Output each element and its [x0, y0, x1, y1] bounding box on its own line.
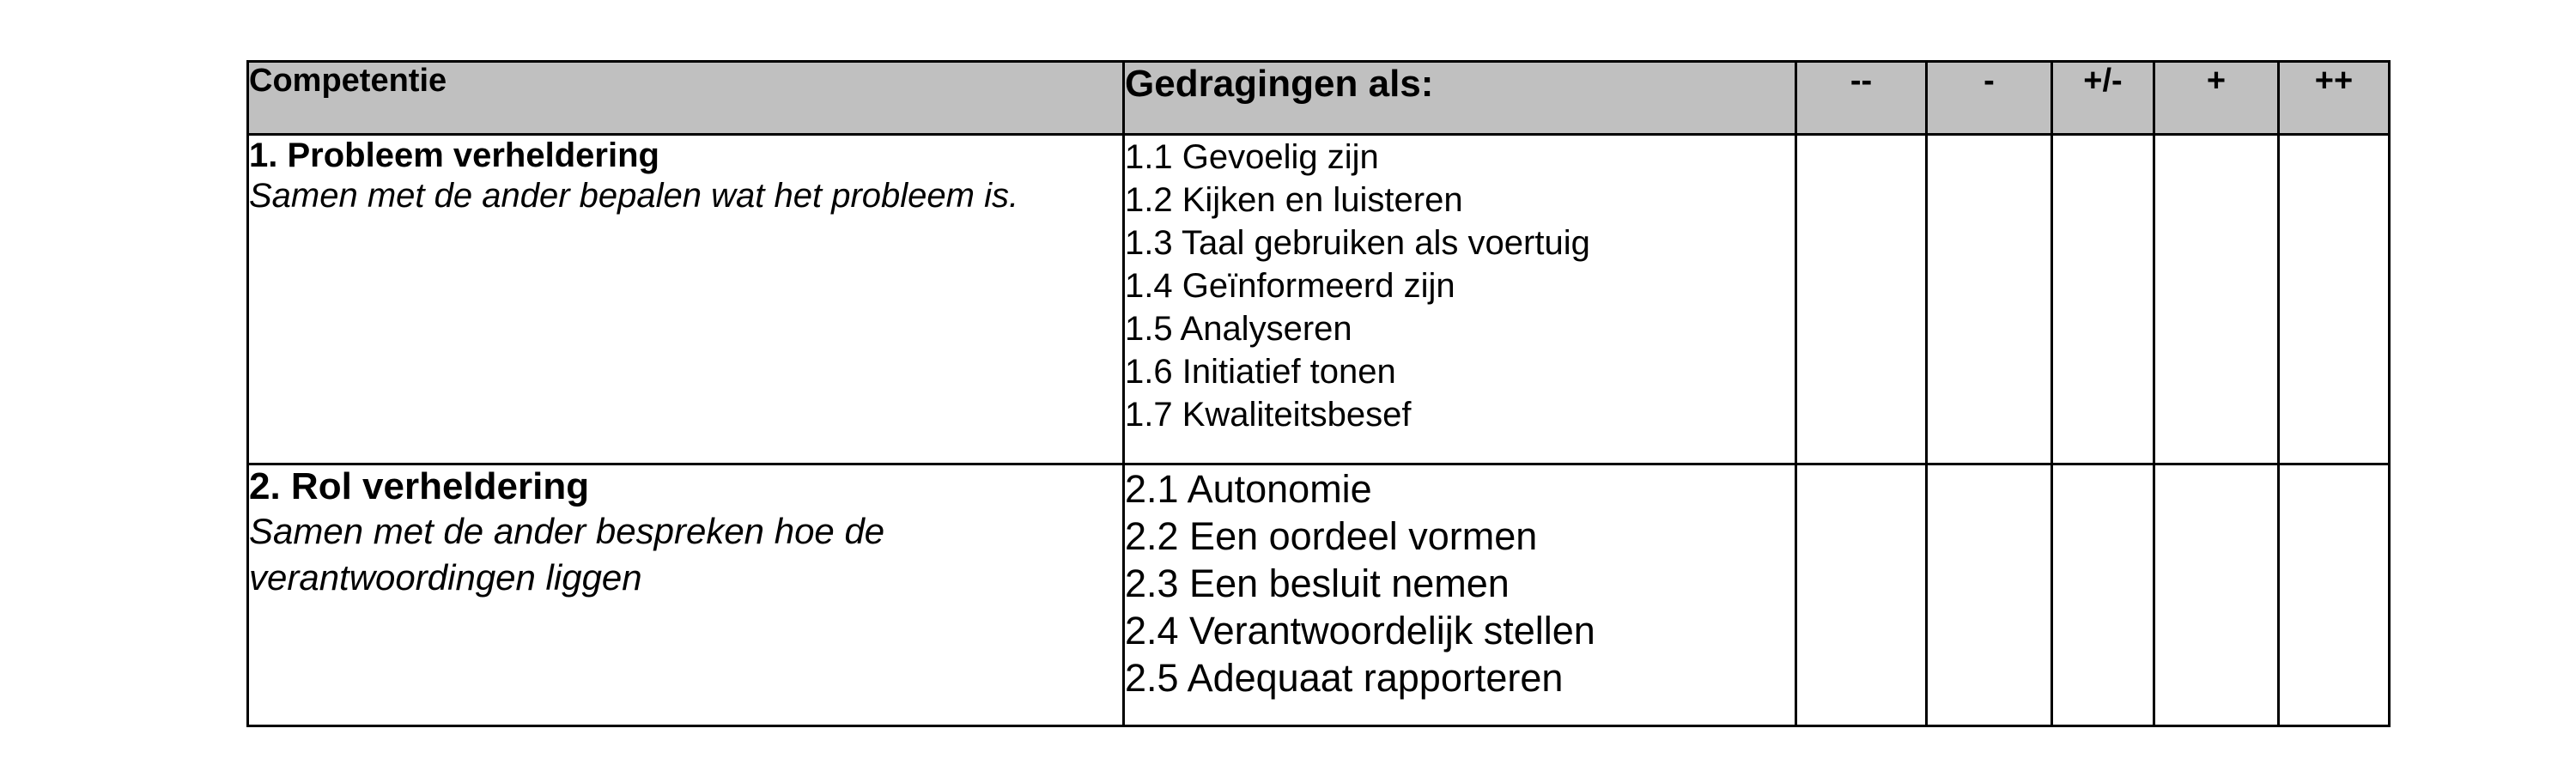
- behavior-item: 1.3 Taal gebruiken als voertuig: [1125, 224, 1590, 262]
- header-score-positive: +: [2154, 62, 2279, 135]
- table-row: [248, 135, 2390, 464]
- score-cell-very-negative[interactable]: [1796, 135, 1927, 464]
- score-cell-very-negative[interactable]: [1796, 464, 1927, 726]
- behavior-item: 1.6 Initiatief tonen: [1125, 353, 1396, 391]
- header-gedragingen: Gedragingen als:: [1124, 62, 1796, 135]
- table-row: [248, 464, 2390, 726]
- behavior-item: 2.2 Een oordeel vormen: [1125, 514, 1538, 558]
- behavior-item: 1.5 Analyseren: [1125, 310, 1352, 348]
- behavior-item: 2.5 Adequaat rapporteren: [1125, 656, 1564, 700]
- competency-table: [246, 60, 2391, 727]
- competency-cell: [248, 464, 1124, 726]
- score-cell-negative[interactable]: [1927, 464, 2052, 726]
- header-score-very-negative: --: [1796, 62, 1927, 135]
- behavior-list: [1125, 465, 1795, 701]
- score-cell-negative[interactable]: [1927, 135, 2052, 464]
- behavior-item: 2.3 Een besluit nemen: [1125, 561, 1510, 605]
- header-score-negative: -: [1927, 62, 2052, 135]
- competency-description: Samen met de ander bepalen wat het probleem is.: [249, 177, 1019, 215]
- competency-title: 2. Rol verheldering: [249, 465, 590, 507]
- header-competentie: Competentie: [248, 62, 1124, 135]
- header-score-neutral: +/-: [2052, 62, 2154, 135]
- behavior-list: [1125, 136, 1795, 436]
- score-cell-positive[interactable]: [2154, 135, 2279, 464]
- score-cell-neutral[interactable]: [2052, 135, 2154, 464]
- score-cell-neutral[interactable]: [2052, 464, 2154, 726]
- behaviors-cell: [1124, 464, 1796, 726]
- behavior-item: 1.1 Gevoelig zijn: [1125, 138, 1379, 176]
- behavior-item: 1.7 Kwaliteitsbesef: [1125, 396, 1412, 434]
- behaviors-cell: [1124, 135, 1796, 464]
- header-score-very-positive: ++: [2279, 62, 2390, 135]
- behavior-item: 1.4 Geïnformeerd zijn: [1125, 267, 1455, 305]
- score-cell-very-positive[interactable]: [2279, 464, 2390, 726]
- behavior-item: 1.2 Kijken en luisteren: [1125, 181, 1463, 219]
- competency-cell: [248, 135, 1124, 464]
- behavior-item: 2.1 Autonomie: [1125, 467, 1372, 511]
- behavior-item: 2.4 Verantwoordelijk stellen: [1125, 609, 1595, 652]
- header-row: [248, 62, 2390, 135]
- score-cell-positive[interactable]: [2154, 464, 2279, 726]
- competency-title: 1. Probleem verheldering: [249, 137, 659, 174]
- competency-description: Samen met de ander bespreken hoe de verantwoordingen liggen: [249, 511, 885, 598]
- score-cell-very-positive[interactable]: [2279, 135, 2390, 464]
